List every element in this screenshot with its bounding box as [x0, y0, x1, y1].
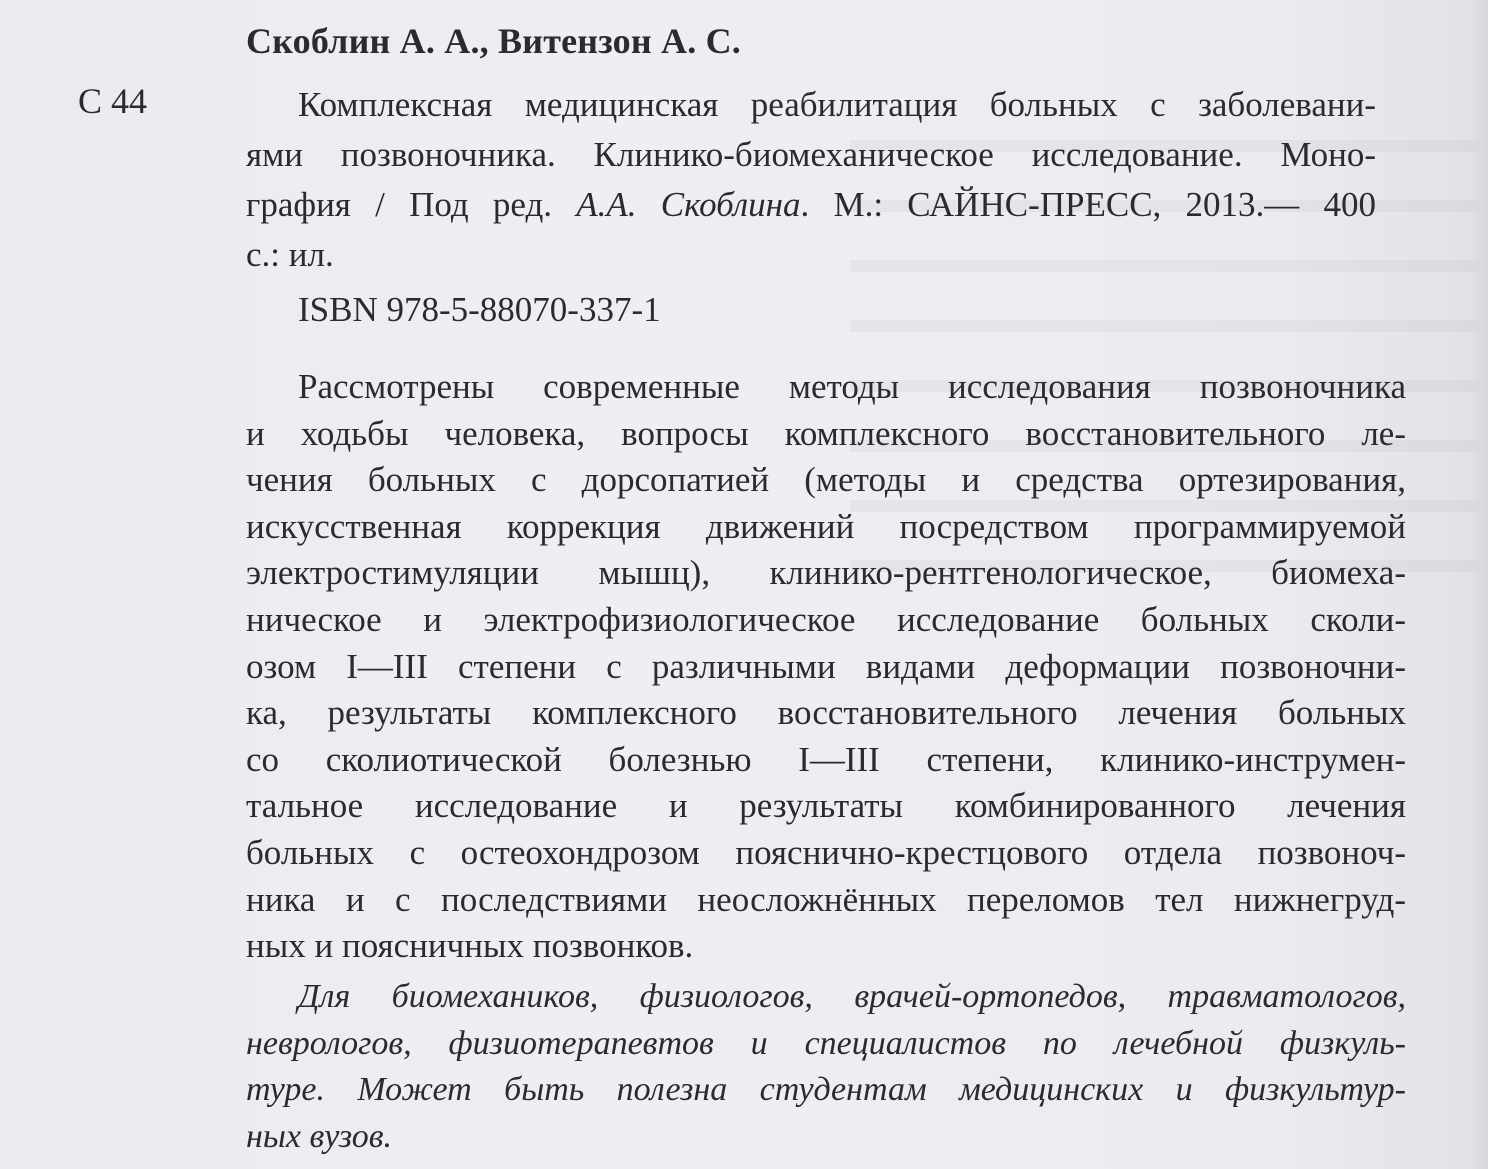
- editor-name: А.А. Скоблина: [576, 185, 801, 224]
- bibliographic-entry: [246, 80, 1376, 280]
- abstract-line: тальное исследование и результаты комбинированного лечения: [246, 786, 1406, 826]
- abstract-line: ных и поясничных позвонков.: [246, 926, 694, 966]
- audience-line: ных вузов.: [246, 1117, 392, 1155]
- audience-line: неврологов, физиотерапевтов и специалистов по лечебной физкуль-: [246, 1024, 1406, 1062]
- abstract-line: искусственная коррекция движений посредством программируемой: [246, 506, 1406, 546]
- isbn-number: ISBN 978-5-88070-337-1: [298, 290, 661, 329]
- catalog-index: С 44: [78, 81, 148, 121]
- publisher-info: . М.: САЙНС-ПРЕСС, 2013.— 400: [800, 185, 1376, 224]
- audience-line: Для биомехаников, физиологов, врачей-ортопедов, травматологов,: [298, 978, 1406, 1015]
- abstract-line: озом I—III степени с различными видами деформации позвоночни-: [246, 646, 1406, 686]
- entry-line-4: с.: ил.: [246, 235, 334, 274]
- abstract-line: ника и с последствиями неосложнённых переломов тел нижнегруд-: [246, 879, 1406, 919]
- abstract-line: со сколиотической болезнью I—III степени, клинико-инструмен-: [246, 739, 1406, 779]
- abstract-line: и ходьбы человека, вопросы комплексного восстановительного ле-: [246, 413, 1406, 453]
- audience-line: туре. Может быть полезна студентам медицинских и физкультур-: [246, 1071, 1406, 1109]
- abstract-paragraph: [246, 364, 1406, 970]
- authors-heading: Скоблин А. А., Витензон А. С.: [246, 21, 741, 61]
- abstract-line: чения больных с дорсопатией (методы и средства ортезирования,: [246, 460, 1406, 500]
- entry-line-2: ями позвоночника. Клинико-биомеханическое исследование. Моно-: [246, 135, 1376, 174]
- page-edge-shadow: [1470, 0, 1488, 1169]
- entry-line-3-start: графия / Под ред.: [246, 185, 577, 224]
- audience-paragraph: [246, 974, 1406, 1160]
- abstract-line: ническое и электрофизиологическое исследование больных сколи-: [246, 599, 1406, 639]
- abstract-line: ка, результаты комплексного восстановительного лечения больных: [246, 693, 1406, 733]
- abstract-line: Рассмотрены современные методы исследования позвоночника: [298, 367, 1406, 406]
- entry-line-1: Комплексная медицинская реабилитация больных с заболевани-: [298, 85, 1376, 124]
- entry-line-3: [246, 180, 1376, 230]
- abstract-line: больных с остеохондрозом пояснично-крестцового отдела позвоноч-: [246, 832, 1406, 872]
- abstract-line: электростимуляции мышц), клинико-рентгенологическое, биомеха-: [246, 553, 1406, 593]
